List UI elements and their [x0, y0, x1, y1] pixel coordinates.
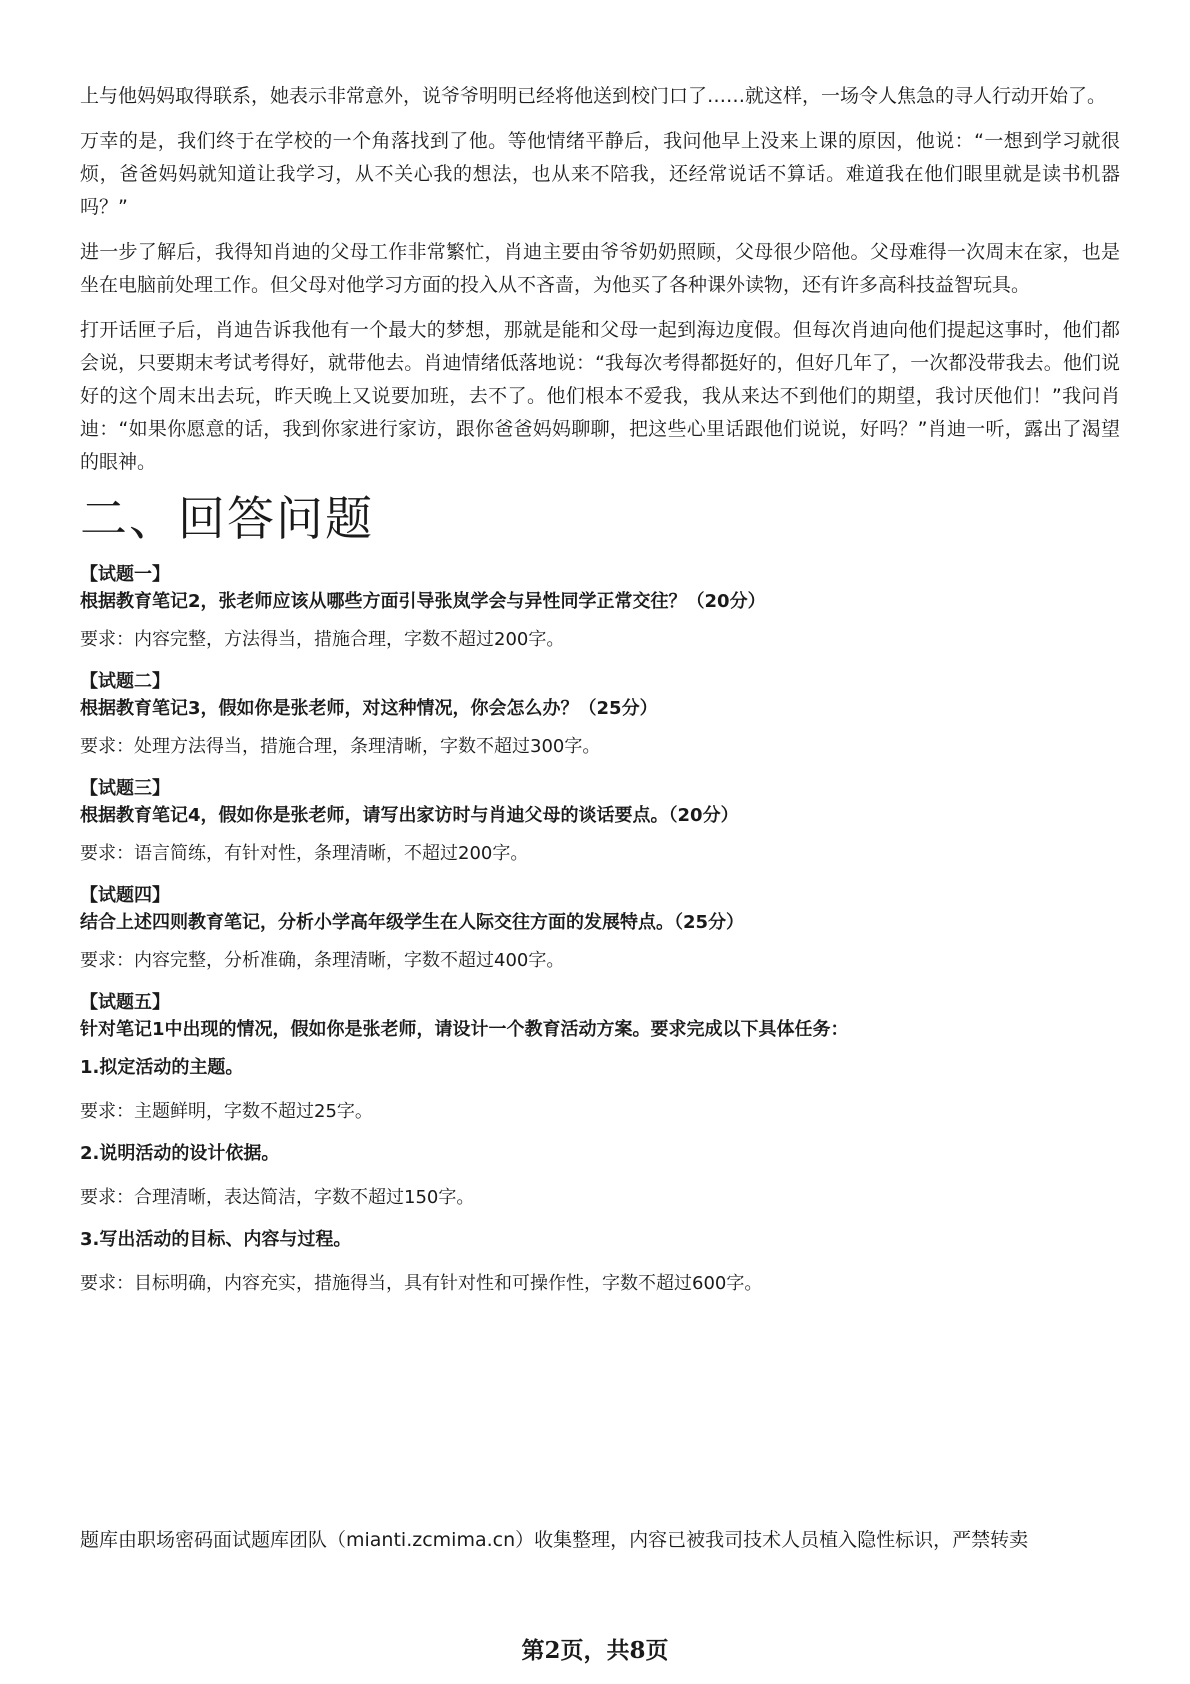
question-2 [80, 668, 1120, 761]
paragraph-3: 进一步了解后，我得知肖迪的父母工作非常繁忙，肖迪主要由爷爷奶奶照顾，父母很少陪他。父母难得一次周末在家，也是坐在电脑前处理工作。但父母对他学习方面的投入从不吝啬，为他买了各种课外读物，还有许多高科技益智玩具。 [80, 241, 1120, 296]
question-text: 根据教育笔记4，假如你是张老师，请写出家访时与肖迪父母的谈话要点。（20分） [80, 805, 739, 826]
question-4 [80, 882, 1120, 975]
question-requirement: 要求：内容完整，分析准确，条理清晰，字数不超过400字。 [80, 950, 565, 971]
paragraph-4: 打开话匣子后，肖迪告诉我他有一个最大的梦想，那就是能和父母一起到海边度假。但每次肖迪向他们提起这事时，他们都会说，只要期末考试考得好，就带他去。肖迪情绪低落地说：“我每次考得都挺好的，但好几年了，一次都没带我去。他们说好的这个周末出去玩，昨天晚上又说要加班，去不了。他们根本不爱我，我从来达不到他们的期望，我讨厌他们！”我问肖迪：“如果你愿意的话，我到你家进行家访，跟你爸爸妈妈聊聊，把这些心里话跟他们说说，好吗？”肖迪一听，露出了渴望的眼神。 [80, 319, 1120, 473]
question-text: 根据教育笔记3，假如你是张老师，对这种情况，你会怎么办？（25分） [80, 698, 658, 719]
question-tag: 【试题三】 [80, 778, 170, 799]
question-3 [80, 775, 1120, 868]
question-requirement: 要求：内容完整，方法得当，措施合理，字数不超过200字。 [80, 629, 565, 650]
document-page [80, 80, 1120, 1312]
footer-note: 题库由职场密码面试题库团队（mianti.zcmima.cn）收集整理，内容已被我司技术人员植入隐性标识，严禁转卖 [80, 1529, 1029, 1551]
task-title-3: 3.写出活动的目标、内容与过程。 [80, 1229, 352, 1250]
paragraph-1: 上与他妈妈取得联系，她表示非常意外，说爷爷明明已经将他送到校门口了……就这样，一场令人焦急的寻人行动开始了。 [80, 85, 1107, 107]
question-tag: 【试题一】 [80, 564, 170, 585]
task-requirement-3: 要求：目标明确，内容充实，措施得当，具有针对性和可操作性，字数不超过600字。 [80, 1273, 763, 1294]
task-requirement-1: 要求：主题鲜明，字数不超过25字。 [80, 1101, 373, 1122]
page-number: 第2页，共8页 [521, 1637, 669, 1664]
task-title-2: 2.说明活动的设计依据。 [80, 1143, 280, 1164]
question-tag: 【试题四】 [80, 885, 170, 906]
question-1 [80, 561, 1120, 654]
question-tag: 【试题二】 [80, 671, 170, 692]
question-text: 针对笔记1中出现的情况，假如你是张老师，请设计一个教育活动方案。要求完成以下具体任务： [80, 1019, 849, 1040]
section-title: 二、回答问题 [80, 492, 374, 547]
task-requirement-2: 要求：合理清晰，表达简洁，字数不超过150字。 [80, 1187, 475, 1208]
question-tag: 【试题五】 [80, 992, 170, 1013]
question-requirement: 要求：处理方法得当，措施合理，条理清晰，字数不超过300字。 [80, 736, 601, 757]
paragraph-2: 万幸的是，我们终于在学校的一个角落找到了他。等他情绪平静后，我问他早上没来上课的原因，他说：“一想到学习就很烦，爸爸妈妈就知道让我学习，从不关心我的想法，也从来不陪我，还经常说话不算话。难道我在他们眼里就是读书机器吗？” [80, 130, 1120, 218]
question-text: 结合上述四则教育笔记，分析小学高年级学生在人际交往方面的发展特点。（25分） [80, 912, 745, 933]
question-text: 根据教育笔记2，张老师应该从哪些方面引导张岚学会与异性同学正常交往？（20分） [80, 591, 766, 612]
question-5 [80, 989, 1120, 1298]
question-requirement: 要求：语言简练，有针对性，条理清晰，不超过200字。 [80, 843, 529, 864]
task-title-1: 1.拟定活动的主题。 [80, 1057, 244, 1078]
